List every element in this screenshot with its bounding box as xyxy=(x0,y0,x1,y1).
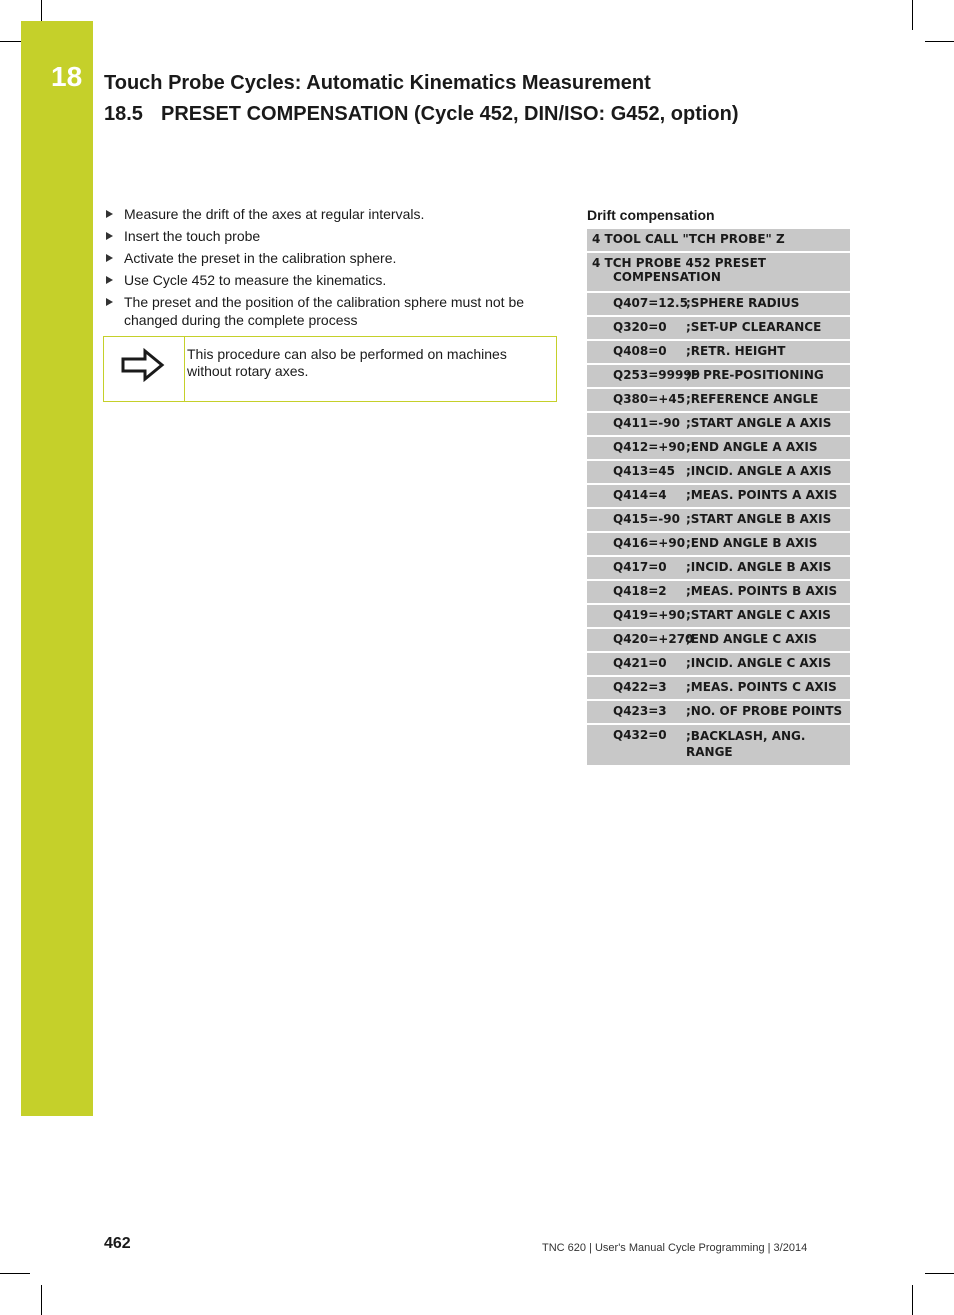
nc-param-row: Q418=2 ;MEAS. POINTS B AXIS xyxy=(587,581,850,605)
nc-param-row: Q411=-90 ;START ANGLE A AXIS xyxy=(587,413,850,437)
nc-param-row: Q412=+90 ;END ANGLE A AXIS xyxy=(587,437,850,461)
note-icon-cell xyxy=(104,337,185,401)
crop-mark xyxy=(925,41,954,42)
nc-param-row: Q320=0 ;SET-UP CLEARANCE xyxy=(587,317,850,341)
crop-mark xyxy=(41,1285,42,1315)
nc-param-row: Q419=+90 ;START ANGLE C AXIS xyxy=(587,605,850,629)
note-box xyxy=(103,336,557,402)
section-heading xyxy=(104,103,739,126)
step-list xyxy=(104,205,556,333)
nc-block: 4 TOOL CALL "TCH PROBE" Z xyxy=(587,229,850,253)
list-item: Insert the touch probe xyxy=(104,227,556,245)
nc-param-row: Q416=+90 ;END ANGLE B AXIS xyxy=(587,533,850,557)
nc-param-row: Q413=45 ;INCID. ANGLE A AXIS xyxy=(587,461,850,485)
nc-param-row: Q421=0 ;INCID. ANGLE C AXIS xyxy=(587,653,850,677)
nc-param-row: Q407=12.5 ;SPHERE RADIUS xyxy=(587,293,850,317)
list-item: Use Cycle 452 to measure the kinematics. xyxy=(104,271,556,289)
nc-program-table xyxy=(587,229,850,765)
nc-param-row: Q380=+45 ;REFERENCE ANGLE xyxy=(587,389,850,413)
crop-mark xyxy=(912,0,913,30)
list-item: Activate the preset in the calibration sphere. xyxy=(104,249,556,267)
crop-mark xyxy=(925,1273,954,1274)
list-item: The preset and the position of the calibration sphere must not be changed during the complete process xyxy=(104,293,556,329)
page-number: 462 xyxy=(104,1235,131,1252)
crop-mark xyxy=(0,1273,30,1274)
nc-param-row: Q417=0 ;INCID. ANGLE B AXIS xyxy=(587,557,850,581)
arrow-right-icon xyxy=(121,347,165,383)
section-number: 18.5 xyxy=(104,103,143,125)
crop-mark xyxy=(0,41,21,42)
triangle-bullet-icon xyxy=(106,254,113,262)
nc-param-row: Q415=-90 ;START ANGLE B AXIS xyxy=(587,509,850,533)
footer-text: TNC 620 | User's Manual Cycle Programming | 3/2014 xyxy=(542,1242,808,1254)
triangle-bullet-icon xyxy=(106,232,113,240)
note-text: This procedure can also be performed on machines without rotary axes. xyxy=(187,346,507,379)
nc-param-row: Q423=3 ;NO. OF PROBE POINTS xyxy=(587,701,850,725)
nc-param-row: Q408=0 ;RETR. HEIGHT xyxy=(587,341,850,365)
nc-param-row: Q253=99999 ;F PRE-POSITIONING xyxy=(587,365,850,389)
chapter-sidebar xyxy=(21,21,93,1116)
drift-compensation-title: Drift compensation xyxy=(587,207,715,223)
nc-param-row: Q414=4 ;MEAS. POINTS A AXIS xyxy=(587,485,850,509)
crop-mark xyxy=(912,1285,913,1315)
nc-param-row: Q422=3 ;MEAS. POINTS C AXIS xyxy=(587,677,850,701)
nc-param-row: Q420=+270 ;END ANGLE C AXIS xyxy=(587,629,850,653)
list-item: Measure the drift of the axes at regular intervals. xyxy=(104,205,556,223)
chapter-number: 18 xyxy=(51,61,83,92)
triangle-bullet-icon xyxy=(106,276,113,284)
section-title: PRESET COMPENSATION (Cycle 452, DIN/ISO: G452, option) xyxy=(161,103,739,125)
nc-param-row: Q432=0 ;BACKLASH, ANG. RANGE xyxy=(587,725,850,765)
page-title: Touch Probe Cycles: Automatic Kinematics Measurement xyxy=(104,72,651,94)
triangle-bullet-icon xyxy=(106,298,113,306)
nc-block: 4 TCH PROBE 452 PRESET COMPENSATION xyxy=(587,253,850,293)
crop-mark xyxy=(41,0,42,21)
triangle-bullet-icon xyxy=(106,210,113,218)
